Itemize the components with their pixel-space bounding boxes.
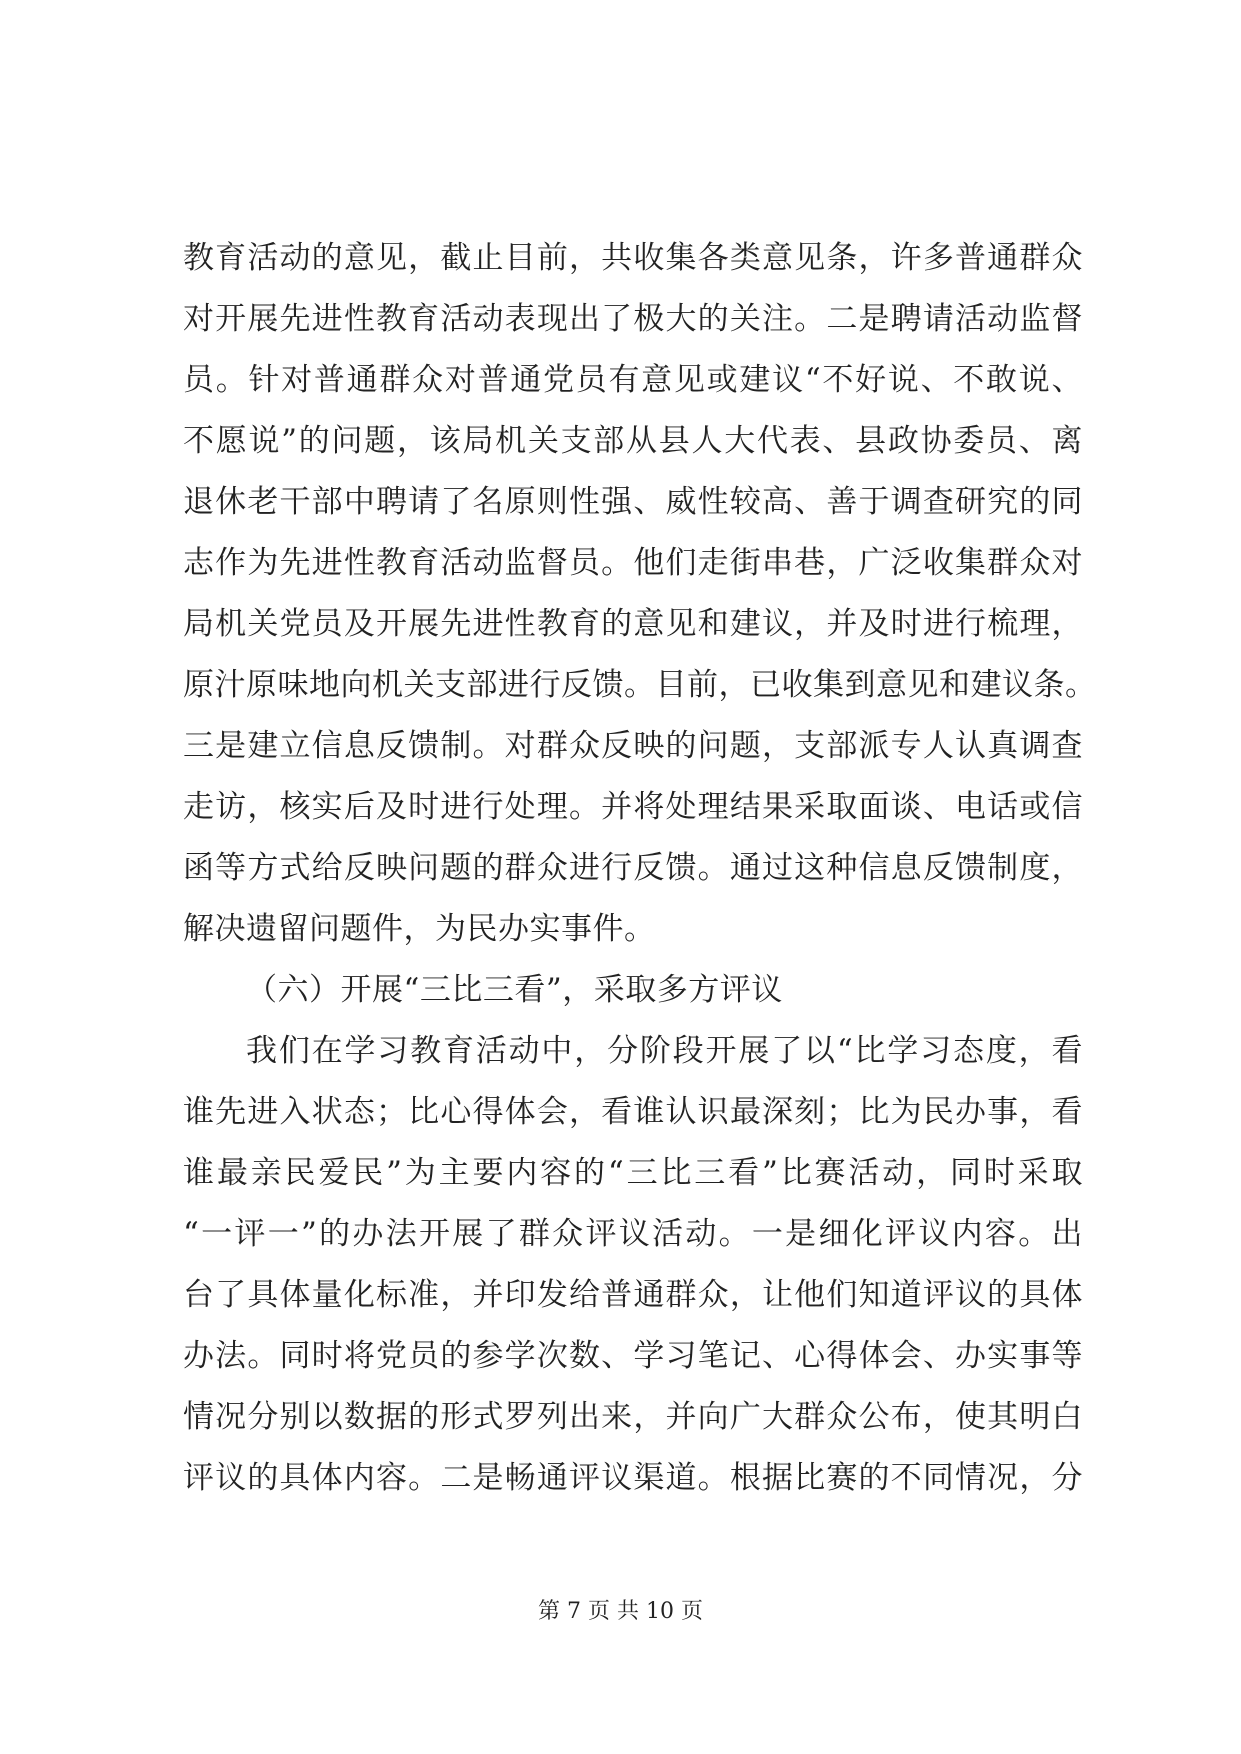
text-line: 函等方式给反映问题的群众进行反馈。通过这种信息反馈制度， bbox=[183, 850, 1083, 886]
page-number-footer: 第 7 页 共 10 页 bbox=[538, 1599, 703, 1624]
text-line: 情况分别以数据的形式罗列出来，并向广大群众公布，使其明白 bbox=[183, 1399, 1083, 1435]
text-line: 原汁原味地向机关支部进行反馈。目前，已收集到意见和建议条。 bbox=[183, 667, 1097, 703]
text-line: 局机关党员及开展先进性教育的意见和建议，并及时进行梳理， bbox=[183, 606, 1083, 642]
text-line: 志作为先进性教育活动监督员。他们走街串巷，广泛收集群众对 bbox=[183, 545, 1083, 581]
text-line: 对开展先进性教育活动表现出了极大的关注。二是聘请活动监督 bbox=[183, 301, 1083, 337]
paragraph-first-line: 我们在学习教育活动中，分阶段开展了以“比学习态度，看 bbox=[246, 1033, 1083, 1069]
text-line: “一评一”的办法开展了群众评议活动。一是细化评议内容。出 bbox=[183, 1216, 1083, 1252]
text-line: 台了具体量化标准，并印发给普通群众，让他们知道评议的具体 bbox=[183, 1277, 1083, 1313]
text-line: 解决遗留问题件，为民办实事件。 bbox=[183, 911, 656, 947]
text-line: 评议的具体内容。二是畅通评议渠道。根据比赛的不同情况，分 bbox=[183, 1460, 1083, 1496]
text-line: 不愿说”的问题，该局机关支部从县人大代表、县政协委员、离 bbox=[183, 423, 1083, 459]
text-line: 谁最亲民爱民”为主要内容的“三比三看”比赛活动，同时采取 bbox=[183, 1155, 1083, 1191]
text-line: 走访，核实后及时进行处理。并将处理结果采取面谈、电话或信 bbox=[183, 789, 1083, 825]
text-line: 员。针对普通群众对普通党员有意见或建议“不好说、不敢说、 bbox=[183, 362, 1083, 398]
text-line: 教育活动的意见，截止目前，共收集各类意见条，许多普通群众 bbox=[183, 240, 1083, 276]
body-text bbox=[183, 228, 1097, 1509]
text-line: 办法。同时将党员的参学次数、学习笔记、心得体会、办实事等 bbox=[183, 1338, 1083, 1374]
text-line: 退休老干部中聘请了名原则性强、威性较高、善于调查研究的同 bbox=[183, 484, 1083, 520]
text-line: 三是建立信息反馈制。对群众反映的问题，支部派专人认真调查 bbox=[183, 728, 1083, 764]
section-heading: （六）开展“三比三看”，采取多方评议 bbox=[246, 972, 783, 1008]
text-line: 谁先进入状态；比心得体会，看谁认识最深刻；比为民办事，看 bbox=[183, 1094, 1083, 1130]
